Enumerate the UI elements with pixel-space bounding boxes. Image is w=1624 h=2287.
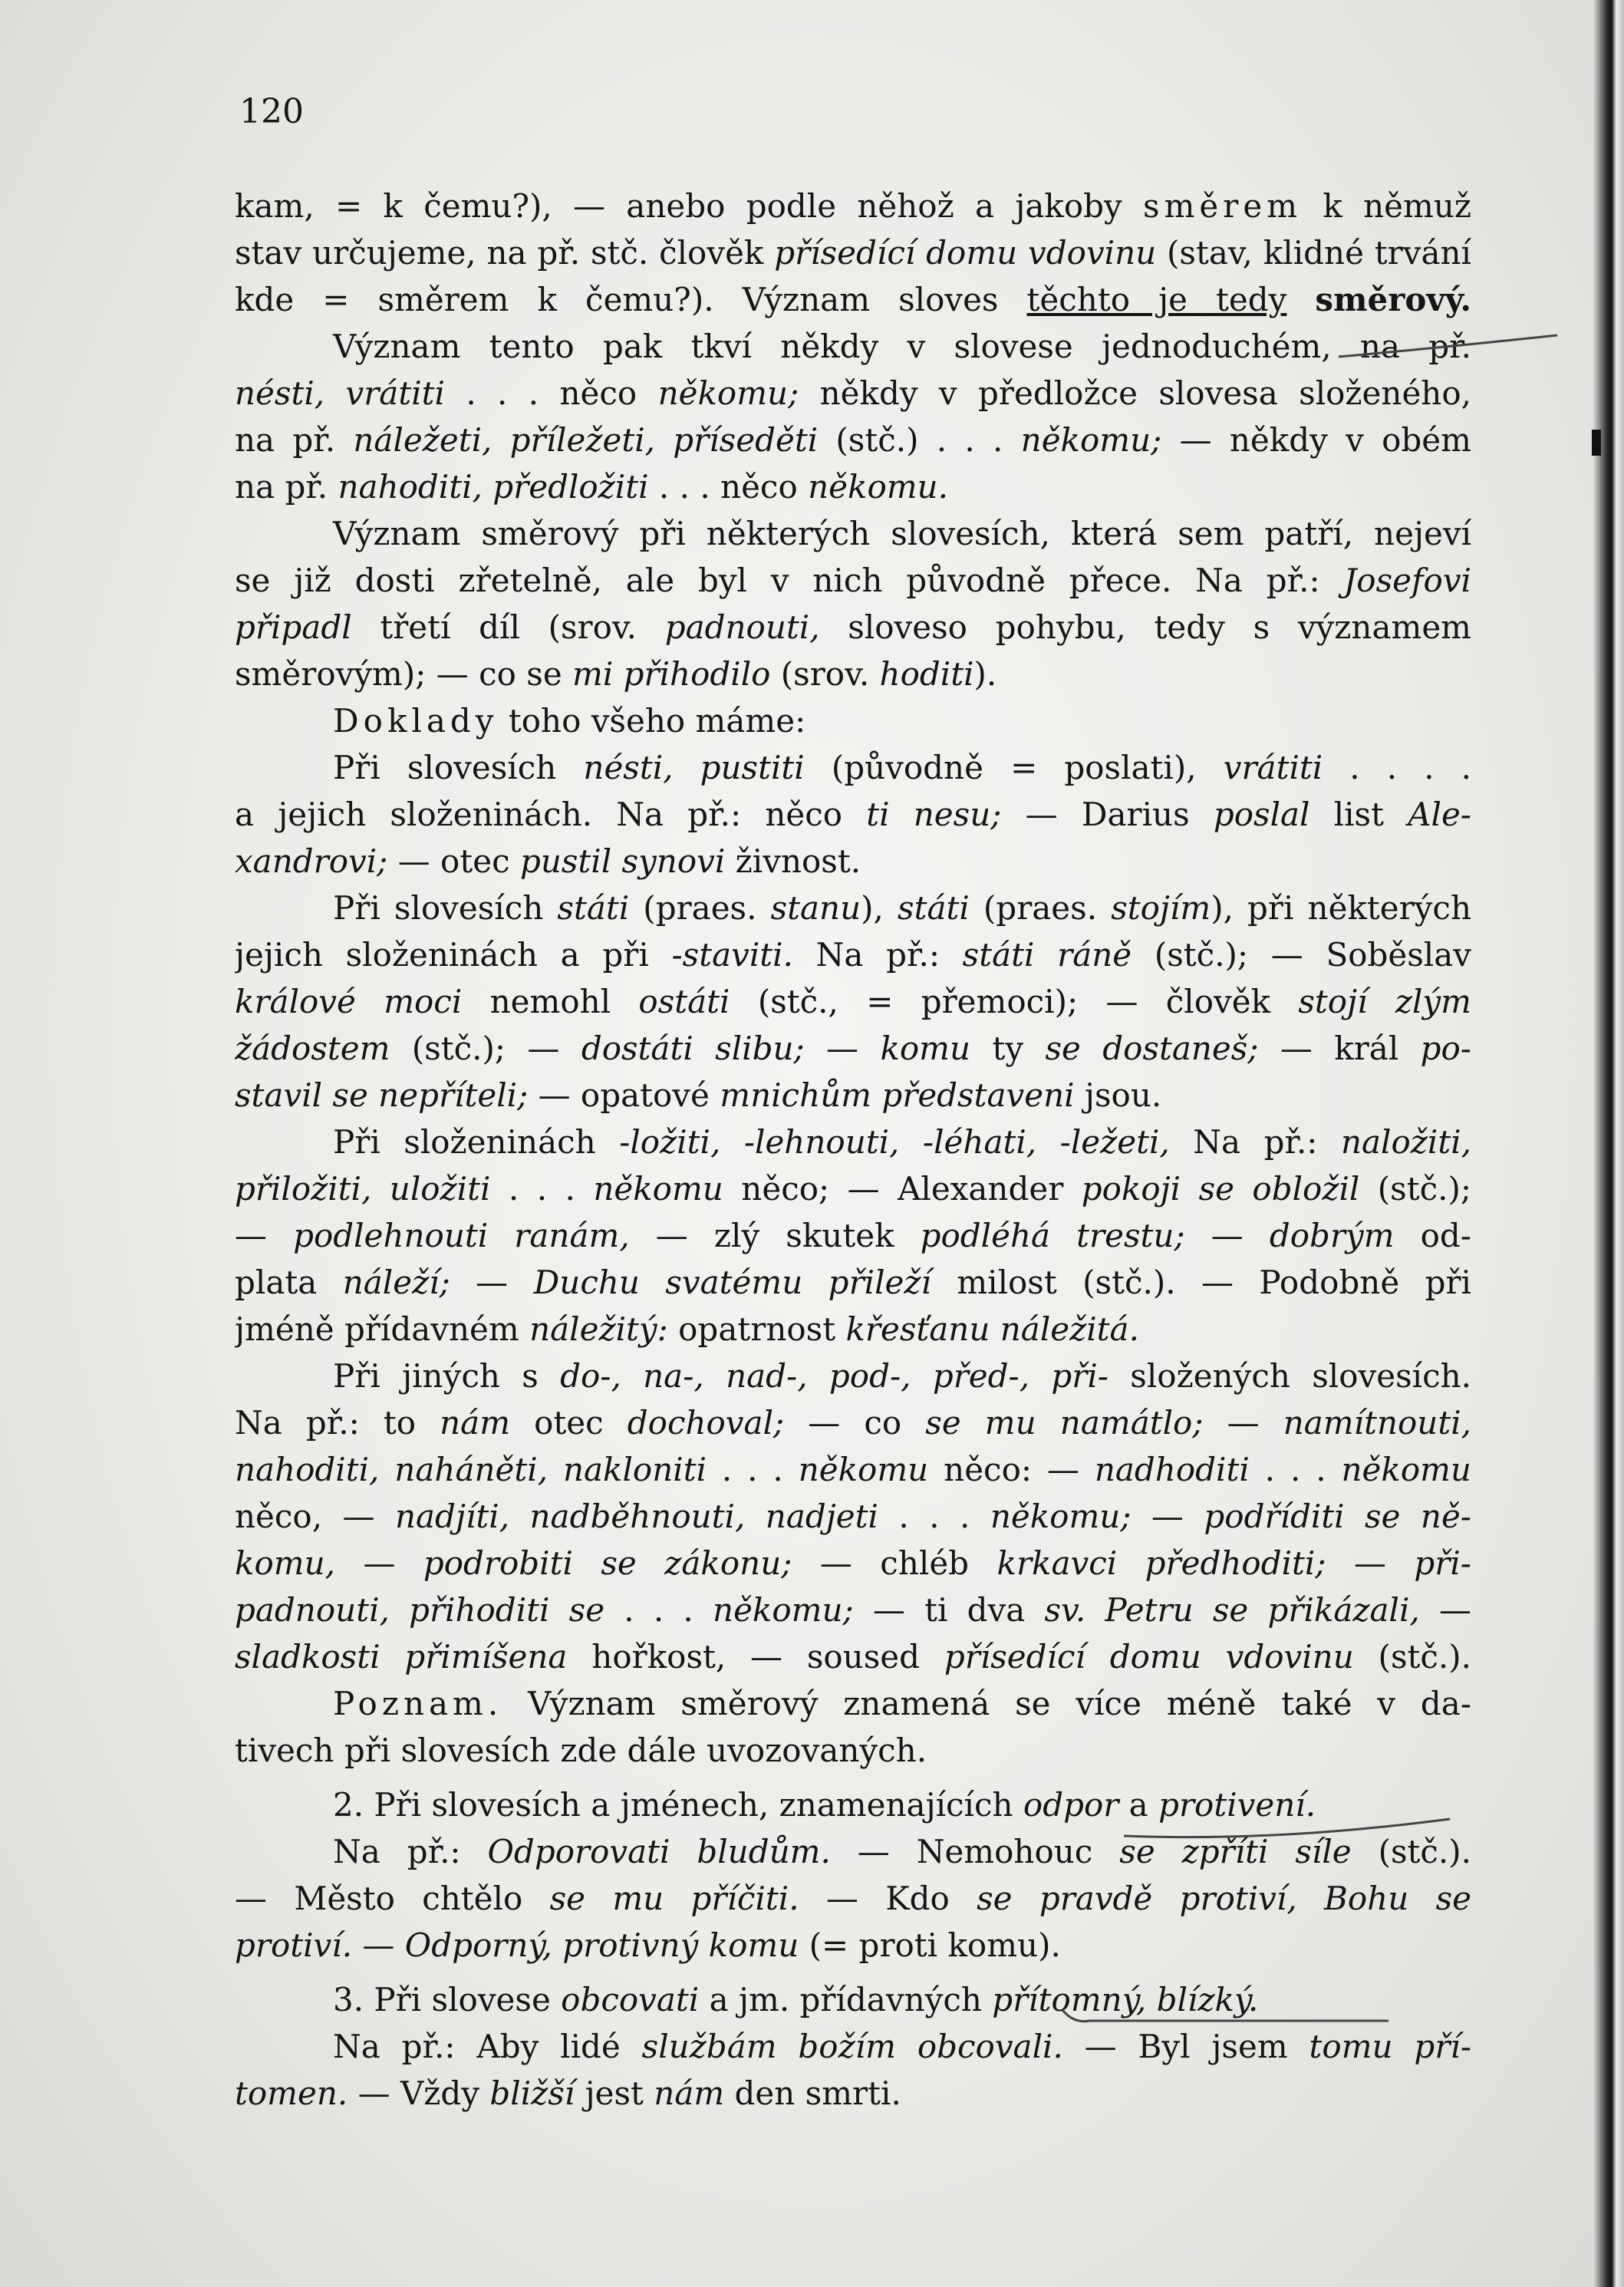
italic-phrase: stojím: [1111, 889, 1211, 927]
italic-phrase: někomu: [1341, 1451, 1471, 1488]
text-line: [235, 1025, 1471, 1072]
text-segment: ), při některých: [1211, 889, 1471, 927]
text-line: [235, 1259, 1471, 1306]
text-segment: (stč., = přemoci); — člověk: [730, 983, 1299, 1020]
italic-phrase: nésti, pustiti: [583, 749, 805, 786]
text-segment: a jm. přídavných: [699, 1981, 993, 2018]
text-line: [235, 229, 1471, 276]
italic-phrase: žádostem: [235, 1030, 390, 1067]
text-line: [235, 1828, 1471, 1875]
text-segment: (stč.).: [1351, 1833, 1471, 1870]
text-segment: živnost.: [725, 842, 861, 880]
text-segment: Význam směrový znamená se více méně také v da-: [502, 1685, 1471, 1722]
text-segment: kam, = k čemu?), — anebo podle něhož a jakoby: [235, 187, 1144, 225]
text-segment: nemohl: [462, 983, 639, 1020]
text-segment: — co: [784, 1404, 926, 1442]
text-line: [235, 1072, 1471, 1119]
text-segment: Na př.: Aby lidé: [333, 2028, 642, 2065]
text-line: [235, 510, 1471, 557]
text-line: [235, 931, 1471, 978]
text-segment: stav určujeme, na př. stč. člověk: [235, 234, 775, 272]
text-segment: 2. Při slovesích a jménech, znamenajících: [333, 1786, 1023, 1824]
text-segment: Na př.: to: [235, 1404, 440, 1442]
text-segment: složených slovesích.: [1108, 1357, 1471, 1395]
italic-phrase: nadjíti, nadběhnouti, nadjeti: [394, 1498, 878, 1535]
text-segment: toho všeho máme:: [498, 702, 806, 740]
italic-phrase: přísedící domu vdovinu: [944, 1638, 1354, 1676]
text-segment: —: [450, 1264, 534, 1301]
italic-phrase: padnouti, přihoditi se: [235, 1591, 605, 1629]
text-segment: —: [1326, 1544, 1415, 1582]
italic-phrase: někomu.: [808, 468, 948, 506]
text-segment: k němuž: [1302, 187, 1471, 225]
text-segment: něco, —: [235, 1498, 395, 1535]
text-segment: jméně přídavném: [235, 1310, 530, 1348]
italic-phrase: státi ráně: [962, 936, 1132, 974]
text-segment: třetí díl (srov.: [351, 608, 665, 646]
text-segment: (stč.); —: [390, 1030, 581, 1067]
italic-phrase: nám: [440, 1404, 511, 1442]
text-segment: ),: [861, 889, 898, 927]
italic-phrase: se dostaneš;: [1045, 1030, 1259, 1067]
italic-phrase: náleží;: [342, 1264, 450, 1301]
text-line: [235, 2070, 1471, 2117]
text-segment: . . .: [878, 1498, 990, 1535]
italic-phrase: někomu;: [990, 1498, 1132, 1535]
text-segment: —: [1203, 1404, 1283, 1442]
text-segment: jsou.: [1074, 1076, 1162, 1114]
text-segment: těchto je tedy: [1026, 281, 1287, 318]
text-segment: 3. Při slovese: [333, 1981, 562, 2018]
text-segment: den smrti.: [724, 2074, 901, 2112]
text-line: [235, 604, 1471, 651]
text-segment: — Nemohouc: [830, 1833, 1120, 1870]
text-segment: Na př.:: [792, 936, 963, 974]
text-segment: —: [1184, 1217, 1270, 1254]
italic-phrase: vrátiti: [1223, 749, 1323, 786]
italic-phrase: stanu: [770, 889, 861, 927]
italic-phrase: Josefovi: [1343, 562, 1471, 599]
italic-phrase: se mu namátlo;: [925, 1404, 1204, 1442]
text-line: [235, 697, 1471, 744]
text-segment: Na př.:: [1169, 1123, 1341, 1161]
italic-phrase: komu,: [235, 1544, 335, 1582]
text-segment: — opatové: [528, 1076, 720, 1114]
text-segment: na př.: [235, 468, 338, 506]
text-line: [235, 791, 1471, 838]
italic-phrase: nahoditi, naháněti, nakloniti: [235, 1451, 707, 1488]
text-segment: Na př.:: [333, 1833, 488, 1870]
text-segment: (srov.: [770, 655, 880, 693]
italic-phrase: mi přihodilo: [572, 655, 771, 693]
text-line: [235, 1922, 1471, 1969]
italic-phrase: připadl: [235, 608, 352, 646]
text-line: [235, 744, 1471, 791]
italic-phrase: protivení.: [1158, 1786, 1316, 1824]
text-line: [235, 1875, 1471, 1922]
italic-phrase: -ložiti, -lehnouti, -léhati, -ležeti,: [619, 1123, 1170, 1161]
text-segment: —: [235, 1217, 294, 1254]
text-line: [235, 1976, 1471, 2023]
text-segment: —: [804, 1030, 881, 1067]
text-segment: —: [1419, 1591, 1471, 1629]
text-segment: — ti dva: [853, 1591, 1045, 1629]
italic-phrase: někomu: [798, 1451, 929, 1488]
text-line: [235, 370, 1471, 417]
text-line: [235, 557, 1471, 604]
italic-phrase: nésti, vrátiti: [235, 374, 445, 412]
italic-phrase: křesťanu náležitá.: [845, 1310, 1139, 1348]
text-line: [235, 1587, 1471, 1633]
text-line: [235, 1727, 1471, 1774]
italic-phrase: někomu;: [1020, 421, 1162, 459]
text-segment: Doklady: [333, 702, 499, 740]
text-line: [235, 1306, 1471, 1353]
italic-phrase: po-: [1420, 1030, 1471, 1067]
text-segment: . . .: [707, 1451, 799, 1488]
text-line: [235, 1446, 1471, 1493]
text-segment: (stč.).: [1353, 1638, 1471, 1676]
text-segment: (praes.: [629, 889, 771, 927]
italic-phrase: pustil synovi: [519, 842, 726, 880]
text-segment: [1286, 281, 1315, 318]
text-segment: . . .: [604, 1591, 713, 1629]
italic-phrase: podrobiti se zákonu;: [423, 1544, 792, 1582]
italic-phrase: naložiti,: [1340, 1123, 1471, 1161]
text-segment: ty: [970, 1030, 1046, 1067]
italic-phrase: se mu příčiti.: [549, 1880, 799, 1917]
text-segment: (původně = poslati),: [804, 749, 1224, 786]
text-segment: (= proti komu).: [799, 1926, 1061, 1964]
text-segment: (stč.) . . .: [818, 421, 1021, 459]
italic-phrase: sv. Petru se přikázali,: [1044, 1591, 1420, 1629]
text-segment: Při jiných s: [333, 1357, 561, 1395]
italic-phrase: státi: [557, 889, 630, 927]
text-line: [235, 323, 1471, 370]
text-segment: a: [1118, 1786, 1159, 1824]
italic-phrase: pokoji se obložil: [1081, 1170, 1360, 1208]
text-segment: něco: —: [928, 1451, 1095, 1488]
text-segment: ).: [973, 655, 997, 693]
text-segment: . . .: [1249, 1451, 1342, 1488]
text-segment: — otec: [387, 842, 520, 880]
text-segment: opatrnost: [667, 1310, 846, 1348]
italic-phrase: nám: [654, 2074, 725, 2112]
italic-phrase: službám božím obcovali.: [641, 2028, 1063, 2065]
italic-phrase: stavil se nepříteli;: [235, 1076, 529, 1114]
italic-phrase: tomen.: [235, 2074, 348, 2112]
italic-phrase: Duchu svatému přileží: [533, 1264, 931, 1301]
text-segment: se již dosti zřetelně, ale byl v nich původně přece. Na př.:: [235, 562, 1344, 599]
italic-phrase: stojí zlým: [1298, 983, 1471, 1020]
text-segment: (praes.: [969, 889, 1112, 927]
text-segment: — král: [1258, 1030, 1421, 1067]
italic-phrase: -staviti.: [671, 936, 793, 974]
text-segment: . . . něco: [444, 374, 658, 412]
text-line: [235, 276, 1471, 323]
text-segment: Při slovesích: [333, 749, 584, 786]
text-segment: — zlý skutek: [629, 1217, 921, 1254]
text-segment: —: [352, 1926, 405, 1964]
italic-phrase: někomu;: [713, 1591, 854, 1629]
text-segment: Poznam.: [333, 1685, 503, 1722]
text-line: [235, 463, 1471, 510]
text-line: [235, 885, 1471, 931]
text-segment: jejich složeninách a při: [235, 936, 672, 974]
page-binding-edge: [1593, 0, 1624, 2287]
text-segment: — Vždy: [348, 2074, 490, 2112]
text-line: [235, 1633, 1471, 1680]
text-segment: —: [1131, 1498, 1204, 1535]
text-segment: (stč.); — Soběslav: [1132, 936, 1471, 974]
text-segment: list: [1309, 796, 1408, 833]
text-segment: . . . něco: [648, 468, 809, 506]
italic-phrase: při-: [1414, 1544, 1471, 1582]
text-segment: — někdy v obém: [1161, 421, 1471, 459]
italic-phrase: přísedící domu vdovinu: [774, 234, 1157, 272]
text-line: [235, 417, 1471, 463]
italic-phrase: někomu: [593, 1170, 723, 1208]
text-segment: Při složeninách: [333, 1123, 620, 1161]
italic-phrase: hoditi: [879, 655, 974, 693]
text-segment: —: [334, 1544, 423, 1582]
italic-phrase: dobrým: [1269, 1217, 1395, 1254]
text-segment: tivech při slovesích zde dále uvozovaných.: [235, 1732, 927, 1769]
text-segment: směrovým); — co se: [235, 655, 573, 693]
text-segment: Při slovesích: [333, 889, 558, 927]
text-segment: (stav, klidné trvání: [1156, 234, 1471, 272]
text-line: [235, 1781, 1471, 1828]
text-line: [235, 651, 1471, 697]
italic-phrase: přítomný, blízký.: [992, 1981, 1259, 2018]
text-line: [235, 1493, 1471, 1540]
italic-phrase: tomu pří-: [1309, 2028, 1471, 2065]
text-segment: na př.: [235, 421, 354, 459]
italic-phrase: mnichům představeni: [720, 1076, 1075, 1114]
italic-phrase: podléhá trestu;: [920, 1217, 1185, 1254]
italic-phrase: protiví.: [235, 1926, 353, 1964]
text-segment: směrem: [1143, 187, 1303, 225]
italic-phrase: Odporovati bludům.: [487, 1833, 831, 1870]
italic-phrase: králové moci: [235, 983, 463, 1020]
italic-phrase: někomu;: [657, 374, 799, 412]
text-segment: otec: [510, 1404, 628, 1442]
italic-phrase: ostáti: [638, 983, 730, 1020]
text-segment: někdy v předložce slovesa složeného,: [799, 374, 1471, 412]
page-edge-mark: [1592, 430, 1601, 456]
italic-phrase: podlehnouti ranám,: [293, 1217, 630, 1254]
text-line: [235, 1353, 1471, 1399]
italic-phrase: přiložiti, uložiti: [235, 1170, 491, 1208]
text-segment: Význam směrový při některých slovesích, která sem patří, nejeví: [333, 515, 1471, 552]
italic-phrase: ti nesu;: [866, 796, 1002, 833]
text-segment: (stč.);: [1359, 1170, 1471, 1208]
italic-phrase: xandrovi;: [235, 842, 388, 880]
text-segment: — Kdo: [799, 1880, 977, 1917]
text-segment: hořkost, — soused: [567, 1638, 944, 1676]
text-segment: plata: [235, 1264, 343, 1301]
text-segment: sloveso pohybu, tedy s významem: [819, 608, 1471, 646]
italic-phrase: státi: [898, 889, 970, 927]
text-line: [235, 1212, 1471, 1259]
text-line: [235, 1399, 1471, 1446]
text-segment: Význam tento pak tkví někdy v slovese jednoduchém, na př.: [333, 328, 1471, 365]
text-segment: od-: [1394, 1217, 1471, 1254]
text-segment: [1297, 1880, 1324, 1917]
italic-phrase: padnouti,: [664, 608, 820, 646]
text-line: [235, 183, 1471, 229]
italic-phrase: krkavci předhoditi;: [996, 1544, 1326, 1582]
body-text: [235, 183, 1471, 2117]
italic-phrase: nahoditi, předložiti: [338, 468, 649, 506]
text-line: [235, 1119, 1471, 1165]
italic-phrase: nadhoditi: [1094, 1451, 1250, 1488]
text-segment: . . .: [490, 1170, 594, 1208]
italic-phrase: obcovati: [561, 1981, 700, 2018]
text-line: [235, 1680, 1471, 1727]
text-line: [235, 838, 1471, 885]
text-line: [235, 1165, 1471, 1212]
text-line: [235, 978, 1471, 1025]
italic-phrase: komu: [880, 1030, 971, 1067]
text-segment: — Město chtělo: [235, 1880, 550, 1917]
italic-phrase: namítnouti,: [1283, 1404, 1471, 1442]
text-segment: — Byl jsem: [1062, 2028, 1309, 2065]
text-segment: — Darius: [1001, 796, 1214, 833]
text-segment: milost (stč.). — Podobně při: [931, 1264, 1471, 1301]
italic-phrase: poslal: [1213, 796, 1310, 833]
italic-phrase: dostáti slibu;: [581, 1030, 805, 1067]
italic-phrase: náležitý:: [529, 1310, 668, 1348]
italic-phrase: dochoval;: [627, 1404, 785, 1442]
text-segment: a jejich složeninách. Na př.: něco: [235, 796, 867, 833]
text-segment: kde = směrem k čemu?). Význam sloves: [235, 281, 1027, 318]
italic-phrase: se zpříti síle: [1119, 1833, 1352, 1870]
text-line: [235, 2023, 1471, 2070]
italic-phrase: se pravdě protiví,: [977, 1880, 1297, 1917]
text-segment: — chléb: [792, 1544, 997, 1582]
italic-phrase: do-, na-, nad-, pod-, před-, při-: [560, 1357, 1108, 1395]
italic-phrase: odpor: [1023, 1786, 1119, 1824]
text-segment: . . . .: [1323, 749, 1471, 786]
italic-phrase: náležeti, příležeti, příseděti: [353, 421, 819, 459]
italic-phrase: bližší: [489, 2074, 575, 2112]
text-line: [235, 1540, 1471, 1587]
page-number: 120: [239, 92, 304, 131]
text-segment: směrový.: [1315, 281, 1471, 318]
italic-phrase: sladkosti přimíšena: [235, 1638, 568, 1676]
italic-phrase: Odporný, protivný komu: [404, 1926, 799, 1964]
italic-phrase: podříditi se ně-: [1204, 1498, 1471, 1535]
text-segment: něco; — Alexander: [723, 1170, 1082, 1208]
italic-phrase: Ale-: [1408, 796, 1471, 833]
italic-phrase: Bohu se: [1324, 1880, 1471, 1917]
text-segment: jest: [575, 2074, 654, 2112]
